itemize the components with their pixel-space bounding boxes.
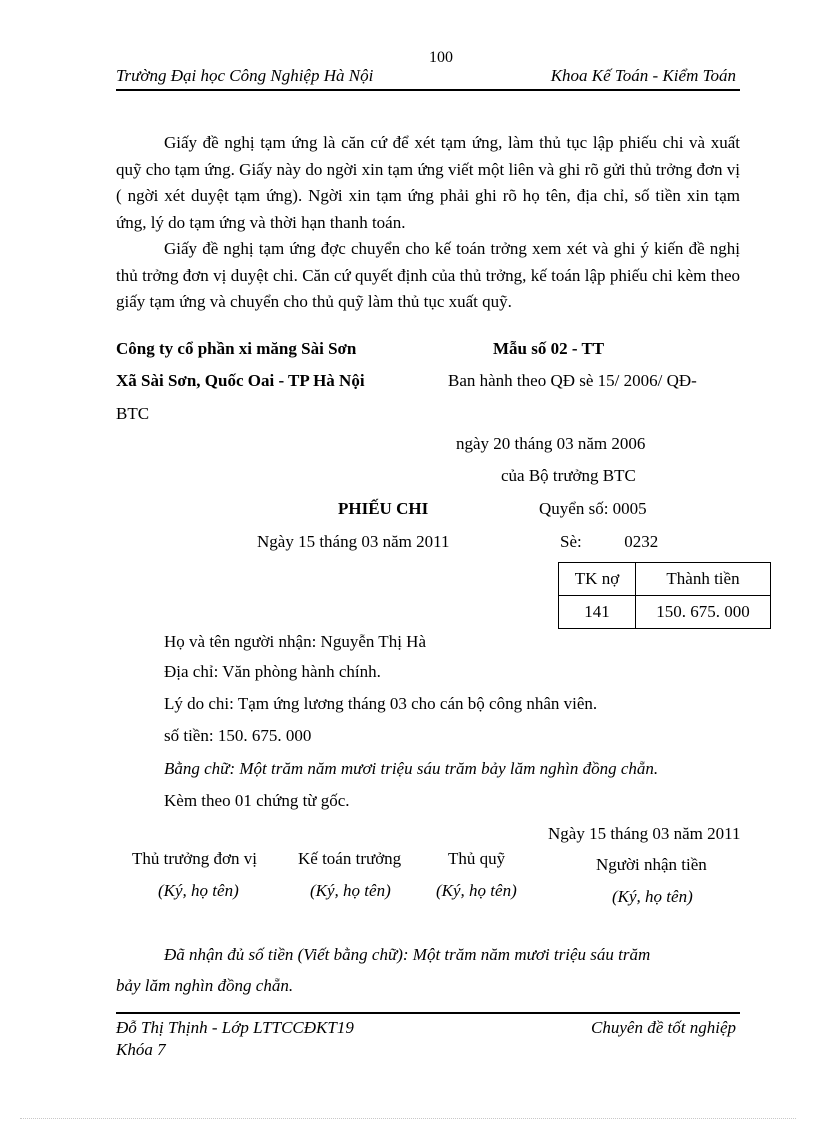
role-cashier: Thủ quỹ: [448, 849, 506, 868]
amount-in-words: Bằng chữ: Một trăm năm mươi triệu sáu trăm bảy lăm nghìn đồng chẵn.: [164, 759, 659, 778]
voucher-number: [560, 532, 658, 552]
company-name: Công ty cổ phần xi măng Sài Sơn: [116, 339, 357, 358]
recipient-label: Họ và tên người nhận:: [164, 632, 317, 651]
book-number: [539, 499, 647, 519]
sign-note-recipient: (Ký, họ tên): [612, 887, 693, 906]
account-table: [558, 562, 771, 629]
form-title: PHIẾU CHI: [338, 499, 429, 518]
page-number: 100: [429, 49, 453, 66]
role-recipient: Người nhận tiền: [596, 855, 707, 874]
footer-course: Khóa 7: [116, 1040, 166, 1059]
issued-by-line-2: BTC: [116, 404, 150, 423]
header-debit-account: TK nợ: [559, 563, 636, 596]
account-table-header: [559, 563, 771, 596]
footer-author: Đỗ Thị Thịnh - Lớp LTTCCĐKT19: [116, 1018, 354, 1037]
attached-documents: Kèm theo 01 chứng từ gốc.: [164, 791, 350, 810]
intro-paragraph-2: Giấy đề nghị tạm ứng đợc chuyển cho kế toán trởng xem xét và ghi ý kiến đề nghị thủ trởng đơn vị duyệt chi. Căn cứ quyết định của thủ trởng, kế toán lập phiếu chi kèm theo giấy tạm ứng và chuyển cho thủ quỹ làm thủ tục xuất quỹ.: [116, 239, 740, 311]
recipient-address: Địa chỉ: Văn phòng hành chính.: [164, 662, 381, 681]
sign-note-director: (Ký, họ tên): [158, 881, 239, 900]
sign-note-cashier: (Ký, họ tên): [436, 881, 517, 900]
amount-value: 150. 675. 000: [636, 596, 771, 629]
received-line-2: bảy lăm nghìn đồng chẵn.: [116, 976, 294, 995]
issued-by-line-1: Ban hành theo QĐ sè 15/ 2006/ QĐ-: [448, 371, 697, 390]
book-number-value: 0005: [612, 499, 647, 518]
recipient-name: Nguyễn Thị Hà: [320, 632, 426, 651]
header-amount: Thành tiền: [636, 563, 771, 596]
account-table-row: [559, 596, 771, 629]
faculty-name: Khoa Kế Toán - Kiểm Toán: [550, 66, 736, 85]
intro-text: [116, 130, 740, 316]
payment-reason: Lý do chi: Tạm ứng lương tháng 03 cho cán bộ công nhân viên.: [164, 694, 598, 713]
intro-paragraph-1: Giấy đề nghị tạm ứng là căn cứ để xét tạm ứng, làm thủ tục lập phiếu chi và xuất quỹ cho tạm ứng. Giấy này do ngời xin tạm ứng viết một liên và ghi rõ gửi thủ trởng đơn vị ( ngời xét duyệt tạm ứng). Ngời xin tạm ứng phải ghi rõ họ tên, địa chỉ, số tiền xin tạm ứng, lý do tạm ứng và thời hạn thanh toán.: [116, 133, 740, 232]
page-bottom-divider: [20, 1118, 796, 1119]
voucher-number-label: Sè:: [560, 532, 582, 551]
company-address: Xã Sài Sơn, Quốc Oai - TP Hà Nội: [116, 371, 365, 390]
footer-rule: [116, 1012, 740, 1014]
signature-date: Ngày 15 tháng 03 năm 2011: [548, 824, 741, 843]
issued-by-date: ngày 20 tháng 03 năm 2006: [456, 434, 646, 453]
received-line-1: Đã nhận đủ số tiền (Viết bằng chữ): Một trăm năm mươi triệu sáu trăm: [164, 945, 651, 964]
role-director: Thủ trưởng đơn vị: [132, 849, 257, 868]
form-date: Ngày 15 tháng 03 năm 2011: [257, 532, 450, 551]
debit-account-value: 141: [559, 596, 636, 629]
recipient-line: [164, 632, 426, 652]
issued-by-authority: của Bộ trưởng BTC: [501, 466, 636, 485]
role-chief-accountant: Kế toán trưởng: [298, 849, 402, 868]
school-name: Trường Đại học Công Nghiệp Hà Nội: [116, 66, 374, 85]
voucher-number-value: 0232: [624, 532, 659, 551]
payment-amount: số tiền: 150. 675. 000: [164, 726, 312, 745]
form-code: Mẫu số 02 - TT: [493, 339, 605, 358]
sign-note-chief-accountant: (Ký, họ tên): [310, 881, 391, 900]
book-number-label: Quyển số:: [539, 499, 609, 518]
footer-topic: Chuyên đề tốt nghiệp: [591, 1018, 736, 1037]
header-rule: [116, 89, 740, 91]
